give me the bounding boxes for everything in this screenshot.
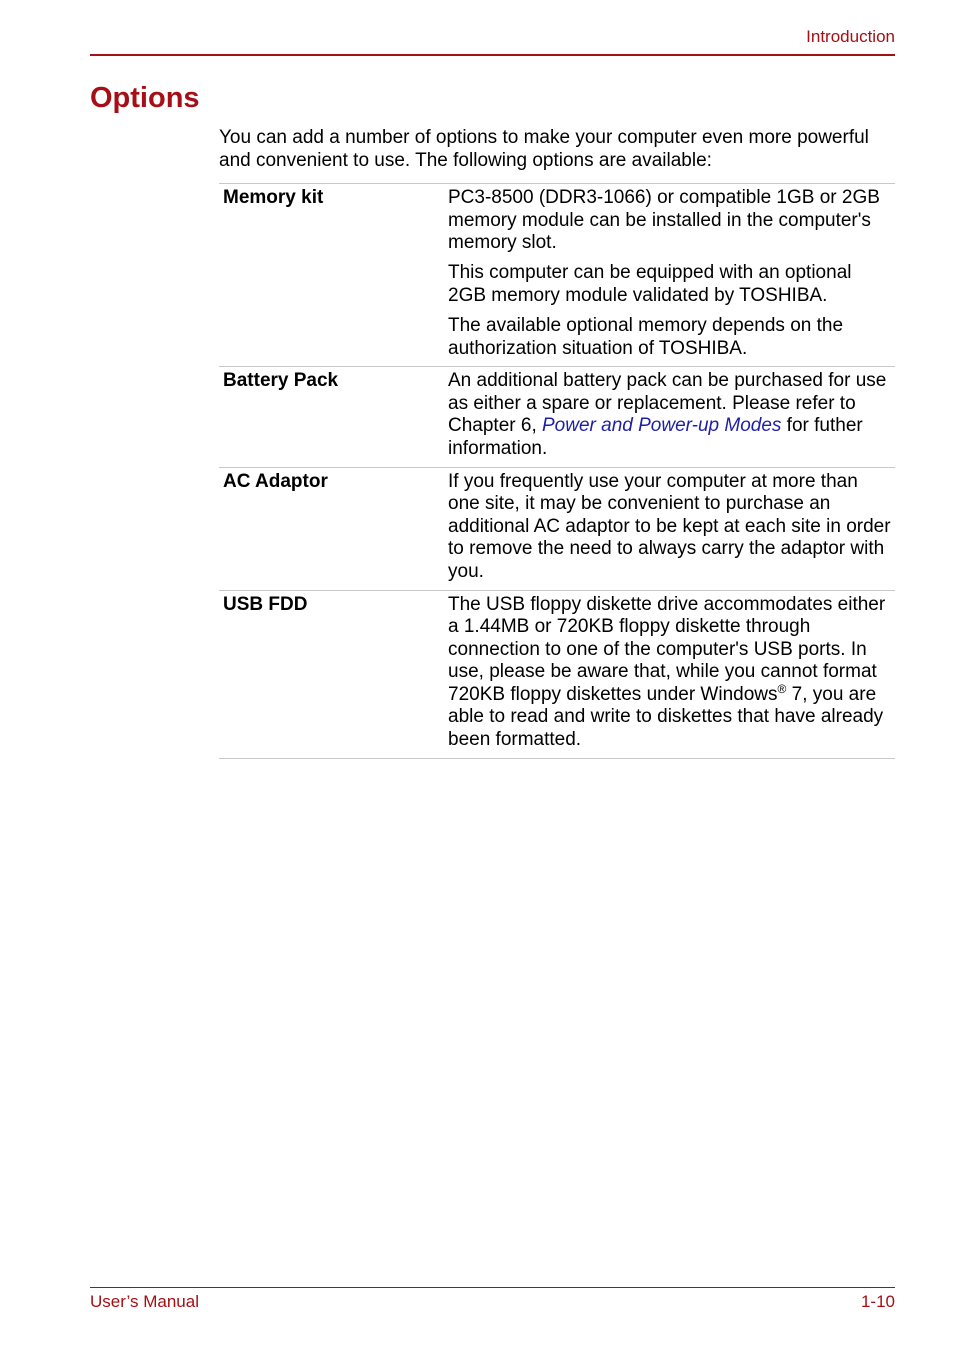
description-text: An additional battery pack can be purchased for use as either a spare or replacement. Please refer to Chapter 6, (448, 370, 887, 437)
option-term: Battery Pack (223, 370, 339, 392)
footer-manual-title: User’s Manual (90, 1292, 199, 1311)
description-paragraph: If you frequently use your computer at more than one site, it may be convenient to purchase an additional AC adaptor to be kept at each site in order to remove the need to always carry the adaptor with you. (448, 470, 891, 582)
option-term: Memory kit (223, 187, 324, 208)
table-row (219, 367, 895, 467)
table-row (219, 590, 895, 758)
footer-divider (90, 1287, 895, 1288)
registered-mark: ® (777, 681, 787, 696)
option-term: AC Adaptor (223, 470, 328, 492)
description-text: for futher information. (448, 415, 863, 459)
option-description (444, 590, 895, 758)
table-row (219, 467, 895, 590)
option-description (444, 467, 895, 590)
table-row (219, 184, 895, 367)
page-number: 1-10 (860, 1292, 895, 1311)
description-paragraph: This computer can be equipped with an optional 2GB memory module validated by TOSHIBA. (448, 262, 852, 306)
header-divider (90, 54, 895, 56)
option-description (444, 367, 895, 467)
chapter-link[interactable]: Power and Power-up Modes (542, 415, 782, 437)
description-paragraph (448, 594, 891, 752)
description-paragraph: The available optional memory depends on the authorization situation of TOSHIBA. (448, 314, 844, 359)
description-text: The USB floppy diskette drive accommodates either a 1.44MB or 720KB floppy diskette through connection to one of the computer's USB ports. In use, please be aware that, while you cannot format 720KB floppy diskettes under Windows (448, 593, 886, 705)
description-paragraph: PC3-8500 (DDR3-1066) or compatible 1GB or 2GB memory module can be installed in the computer's memory slot. (448, 187, 880, 254)
option-term: USB FDD (223, 593, 308, 615)
description-text: 7, you are able to read and write to diskettes that have already been formatted. (448, 683, 884, 751)
page-title: Options (90, 82, 200, 114)
options-table (219, 183, 895, 759)
running-header: Introduction (806, 27, 895, 46)
intro-paragraph: You can add a number of options to make your computer even more powerful and convenient to use. The following options are available: (219, 127, 869, 171)
option-description (444, 184, 895, 367)
description-paragraph (448, 370, 891, 460)
